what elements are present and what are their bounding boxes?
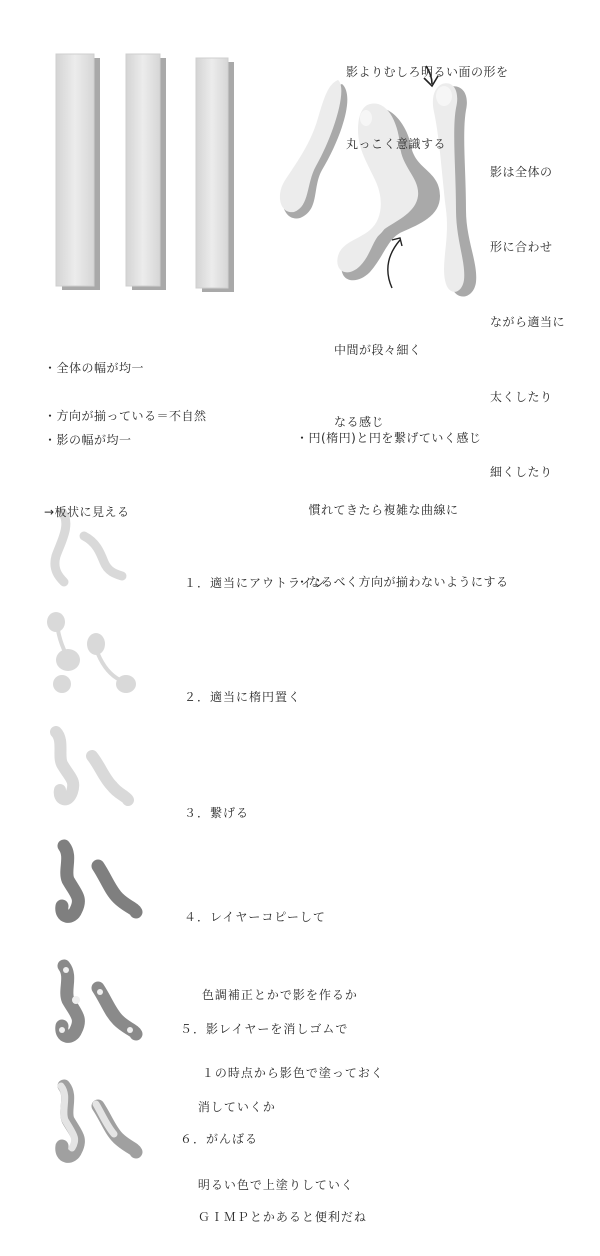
step-1 — [184, 518, 327, 622]
flat-bar — [196, 58, 234, 292]
step-line: 消していくか — [180, 1100, 276, 1114]
step3-connected-illustration — [56, 732, 128, 800]
note-method — [296, 378, 509, 618]
note-line: ・影の幅が均一 — [44, 433, 132, 447]
note-line: 太くしたり — [490, 390, 553, 404]
note-line: →板状に見える — [44, 505, 130, 519]
step-line: １の時点から影色で塗っておく — [184, 1066, 384, 1080]
step-line: ５．影レイヤーを消しゴムで — [180, 1022, 349, 1036]
note-line: ・全体の幅が均一 — [44, 361, 145, 375]
step2-ellipses-illustration — [47, 612, 136, 693]
note-line: ・なるべく方向が揃わないようにする — [296, 575, 509, 589]
note-line: 形に合わせ — [490, 240, 553, 254]
arrow-to-middle-icon — [388, 238, 402, 288]
note-bright-surface — [346, 12, 509, 180]
step-line: １．適当にアウトライン — [184, 576, 327, 590]
step-line: ６．がんばる — [180, 1132, 259, 1146]
step-line: 明るい色で上塗りしていく — [180, 1178, 354, 1192]
step6-finished-illustration — [61, 1086, 136, 1156]
flat-bar — [56, 54, 100, 290]
note-line: 影は全体の — [490, 165, 553, 179]
step-2 — [184, 632, 301, 736]
note-direction: ・方向が揃っている＝不自然 — [44, 409, 207, 423]
note-bars — [44, 308, 144, 548]
note-line: 細くしたり — [490, 465, 553, 479]
step-line: ４．レイヤーコピーして — [184, 910, 326, 924]
step-line: 色調補正とかで影を作るか — [184, 988, 358, 1002]
flat-bars-example — [56, 54, 234, 292]
note-line: なる感じ — [334, 415, 385, 429]
step4-shadow-illustration — [62, 846, 136, 916]
step-3 — [184, 748, 249, 852]
flat-bar — [126, 54, 166, 290]
step5-highlight-illustration — [59, 966, 136, 1036]
step-line: ＧＩＭＰとかあると便利だね — [180, 1210, 367, 1224]
note-line: 慣れてきたら複雑な曲線に — [296, 503, 459, 517]
note-line: 影よりむしろ明るい面の形を — [346, 65, 509, 79]
note-line: ・円(楕円)と円を繋げていく感じ — [296, 431, 482, 445]
note-line: 中間が段々細く — [334, 343, 422, 357]
step-6 — [180, 1074, 367, 1256]
note-line: ながら適当に — [490, 315, 566, 329]
note-line: 丸っこく意識する — [346, 137, 447, 151]
step-line: ３．繋げる — [184, 806, 250, 820]
step-line: ２．適当に楕円置く — [184, 690, 302, 704]
